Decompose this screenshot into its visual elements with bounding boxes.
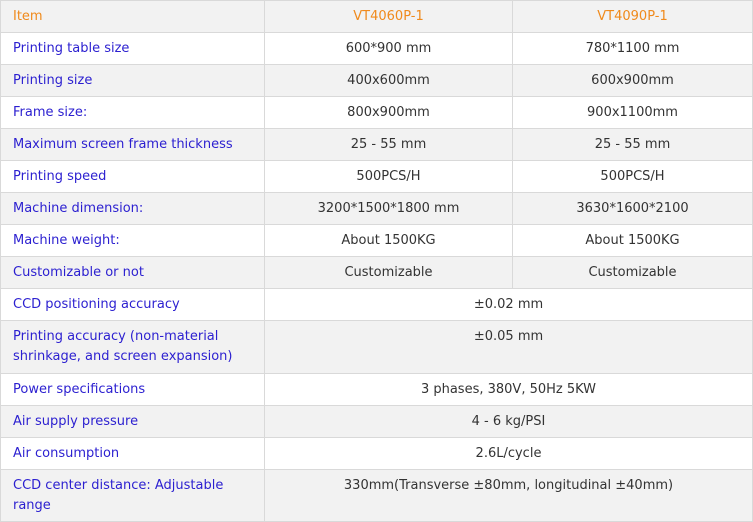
row-value-vt4090p: Customizable — [513, 257, 753, 289]
row-label: Air consumption — [1, 438, 265, 470]
row-value-vt4060p: 25 - 55 mm — [265, 129, 513, 161]
row-value-vt4090p: 3630*1600*2100 — [513, 193, 753, 225]
row-label: Power specifications — [1, 374, 265, 406]
header-model-vt4060p: VT4060P-1 — [265, 1, 513, 33]
table-row — [1, 257, 753, 289]
table-row — [1, 33, 753, 65]
row-value-shared: 2.6L/cycle — [265, 438, 753, 470]
row-value-shared: 3 phases, 380V, 50Hz 5KW — [265, 374, 753, 406]
row-value-vt4090p: 25 - 55 mm — [513, 129, 753, 161]
row-value-vt4060p: 500PCS/H — [265, 161, 513, 193]
row-label: CCD center distance: Adjustable range — [1, 470, 265, 522]
row-label: Printing size — [1, 65, 265, 97]
row-value-shared: ±0.05 mm — [265, 321, 753, 374]
row-label: Air supply pressure — [1, 406, 265, 438]
table-row — [1, 193, 753, 225]
table-row-merged — [1, 374, 753, 406]
row-label: Machine dimension: — [1, 193, 265, 225]
row-label: Printing table size — [1, 33, 265, 65]
table-row — [1, 225, 753, 257]
table-row-merged — [1, 438, 753, 470]
row-value-shared: ±0.02 mm — [265, 289, 753, 321]
table-row-merged — [1, 289, 753, 321]
row-value-vt4090p: About 1500KG — [513, 225, 753, 257]
header-item: Item — [1, 1, 265, 33]
row-value-vt4060p: 3200*1500*1800 mm — [265, 193, 513, 225]
table-row — [1, 97, 753, 129]
row-label: Printing accuracy (non-material shrinkage, and screen expansion) — [1, 321, 265, 374]
row-value-vt4060p: 400x600mm — [265, 65, 513, 97]
header-model-vt4090p: VT4090P-1 — [513, 1, 753, 33]
row-value-shared: 330mm(Transverse ±80mm, longitudinal ±40mm) — [265, 470, 753, 522]
row-label: Machine weight: — [1, 225, 265, 257]
row-label: Printing speed — [1, 161, 265, 193]
row-value-vt4090p: 900x1100mm — [513, 97, 753, 129]
table-row-merged — [1, 470, 753, 522]
row-label: Frame size: — [1, 97, 265, 129]
row-value-vt4090p: 600x900mm — [513, 65, 753, 97]
row-value-vt4060p: 600*900 mm — [265, 33, 513, 65]
row-value-vt4060p: Customizable — [265, 257, 513, 289]
table-row-merged — [1, 321, 753, 374]
table-header-row — [1, 1, 753, 33]
table-row-merged — [1, 406, 753, 438]
row-value-vt4090p: 780*1100 mm — [513, 33, 753, 65]
table-row — [1, 161, 753, 193]
row-label: Maximum screen frame thickness — [1, 129, 265, 161]
row-label: Customizable or not — [1, 257, 265, 289]
table-row — [1, 65, 753, 97]
row-label: CCD positioning accuracy — [1, 289, 265, 321]
row-value-vt4090p: 500PCS/H — [513, 161, 753, 193]
row-value-vt4060p: About 1500KG — [265, 225, 513, 257]
row-value-vt4060p: 800x900mm — [265, 97, 513, 129]
table-row — [1, 129, 753, 161]
row-value-shared: 4 - 6 kg/PSI — [265, 406, 753, 438]
